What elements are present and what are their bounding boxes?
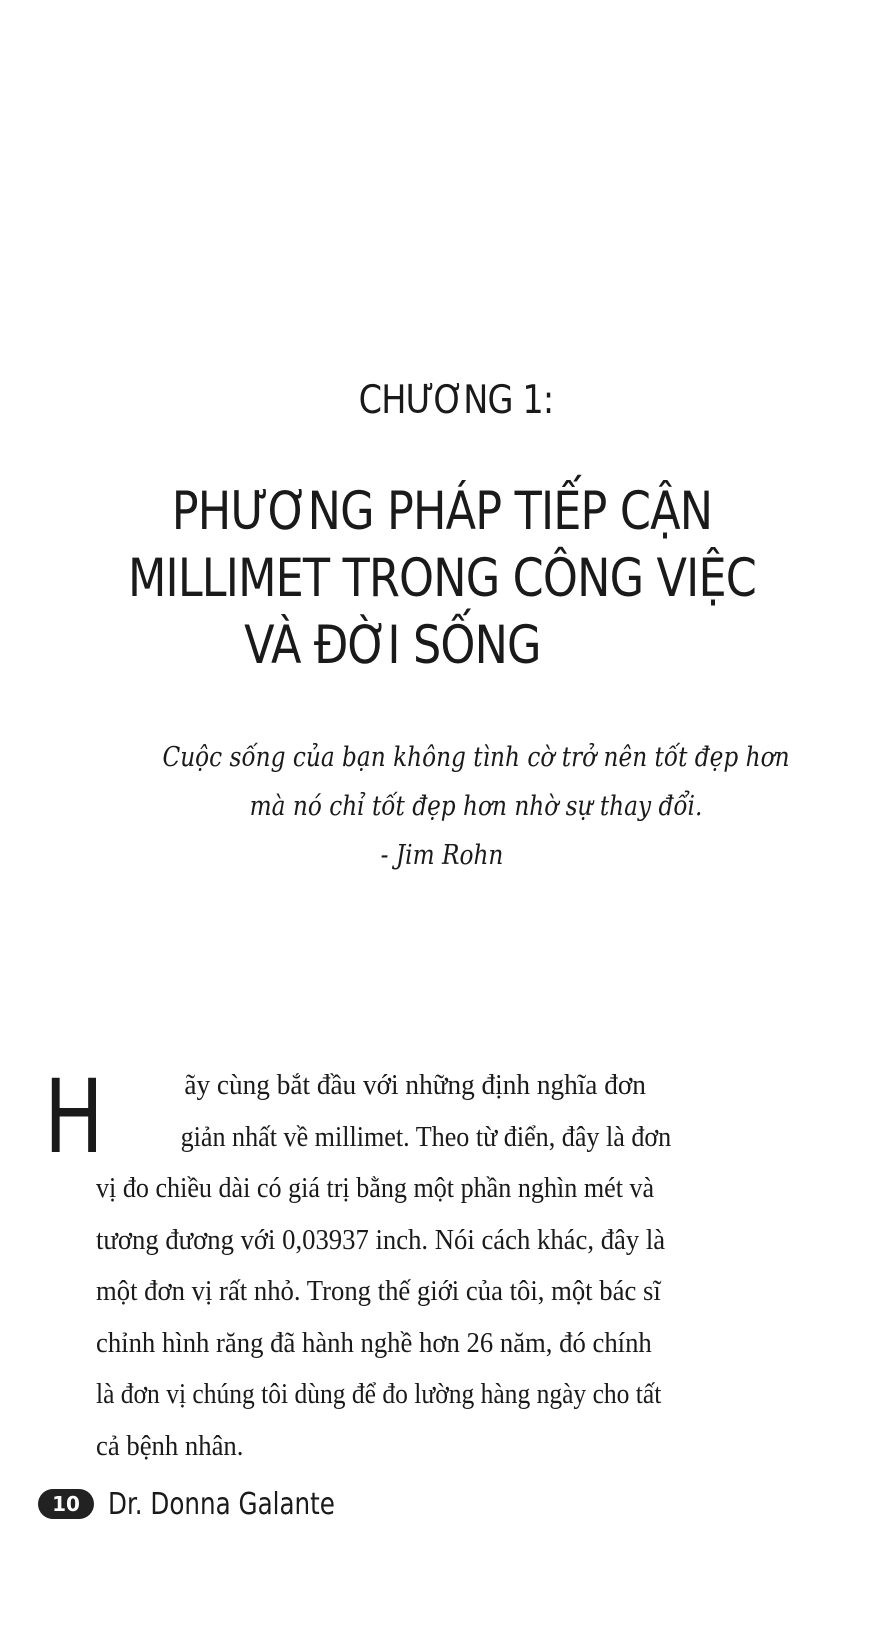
chapter-title bbox=[71, 478, 814, 679]
chapter-label: CHƯƠNG 1: bbox=[358, 378, 554, 423]
drop-cap: H bbox=[44, 1058, 104, 1177]
paragraph-line: vị đo chiều dài có giá trị bằng một phần nghìn mét và bbox=[96, 1172, 655, 1204]
paragraph-line: giản nhất về millimet. Theo từ điển, đây là đơn bbox=[180, 1120, 672, 1153]
paragraph-line: tương đương với 0,03937 inch. Nói cách khác, đây là bbox=[96, 1223, 666, 1256]
page-number: 10 bbox=[38, 1489, 94, 1519]
paragraph-line: chỉnh hình răng đã hành nghề hơn 26 năm, đó chính bbox=[96, 1326, 652, 1359]
epigraph-quote bbox=[0, 733, 884, 880]
paragraph-line: một đơn vị rất nhỏ. Trong thế giới của tôi, một bác sĩ bbox=[96, 1275, 661, 1307]
quote-line: Cuộc sống của bạn không tình cờ trở nên tốt đẹp hơn bbox=[162, 742, 790, 773]
chapter-title-line: VÀ ĐỜI SỐNG bbox=[244, 615, 541, 676]
page-footer bbox=[38, 1484, 385, 1524]
paragraph-line: ãy cùng bắt đầu với những định nghĩa đơn bbox=[184, 1069, 646, 1101]
body-paragraph bbox=[96, 1060, 836, 1472]
running-footer-author: Dr. Donna Galante bbox=[108, 1486, 335, 1522]
quote-attribution: - Jim Rohn bbox=[380, 840, 504, 871]
chapter-title-line: MILLIMET TRONG CÔNG VIỆC bbox=[127, 548, 757, 609]
quote-line: mà nó chỉ tốt đẹp hơn nhờ sự thay đổi. bbox=[249, 791, 703, 822]
paragraph-line: cả bệnh nhân. bbox=[96, 1429, 244, 1462]
chapter-title-line: PHƯƠNG PHÁP TIẾP CẬN bbox=[171, 481, 713, 542]
paragraph-line: là đơn vị chúng tôi dùng để đo lường hàng ngày cho tất bbox=[96, 1378, 662, 1410]
